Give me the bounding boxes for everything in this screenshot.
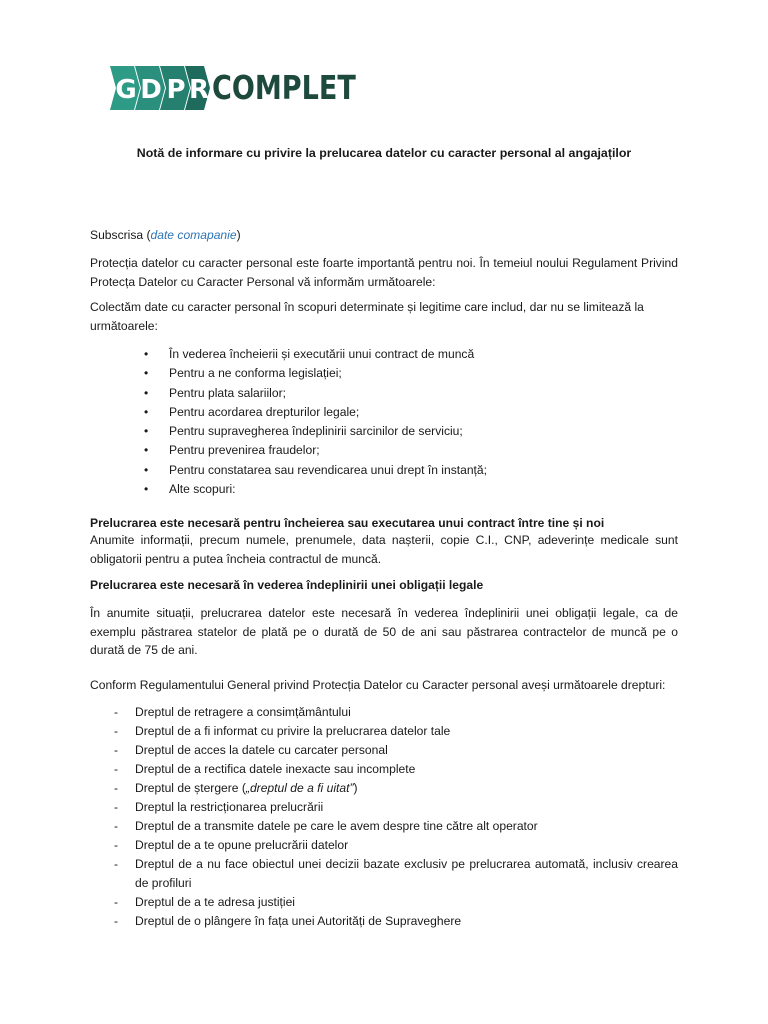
list-item: - Dreptul de a transmite datele pe care le avem despre tine către alt operator bbox=[90, 817, 678, 836]
list-item: - Dreptul de ștergere („dreptul de a fi uitat”) bbox=[90, 779, 678, 798]
gdpr-complet-logo bbox=[110, 66, 387, 110]
list-item: - Dreptul de o plângere în fața unei Autorități de Supraveghere bbox=[90, 912, 678, 931]
subscrisa-suffix: ) bbox=[236, 228, 241, 242]
company-placeholder: date comapanie bbox=[150, 228, 237, 242]
logo-letter: G bbox=[115, 75, 137, 105]
list-item: • Pentru prevenirea fraudelor; bbox=[90, 441, 678, 460]
logo-letter: P bbox=[166, 75, 186, 105]
list-item: - Dreptul de a fi informat cu privire la prelucrarea datelor tale bbox=[90, 722, 678, 741]
list-item: • Alte scopuri: bbox=[90, 480, 678, 499]
list-item: • Pentru constatarea sau revendicarea unui drept în instanță; bbox=[90, 461, 678, 480]
rights-intro: Conform Regulamentului General privind Protecția Datelor cu Caracter personal aveși următoarele drepturi: bbox=[90, 678, 666, 692]
purposes-list bbox=[90, 345, 678, 499]
collect-paragraph: Colectăm date cu caracter personal în scopuri determinate și legitime care includ, dar nu se limitează la următoarele: bbox=[90, 300, 644, 333]
logo-word: COMPLET bbox=[212, 68, 356, 107]
list-item: • În vederea încheierii și executării unui contract de muncă bbox=[90, 345, 678, 364]
document-title: Notă de informare cu privire la prelucarea datelor cu caracter personal al angajaților bbox=[136, 146, 632, 160]
list-item: • Pentru plata salariilor; bbox=[90, 384, 678, 403]
logo-letter: D bbox=[140, 75, 162, 105]
list-item: - Dreptul de a te adresa justiției bbox=[90, 893, 678, 912]
gdpr-chevrons-icon bbox=[110, 66, 210, 110]
list-item: - Dreptul de a rectifica datele inexacte sau incomplete bbox=[90, 760, 678, 779]
subscrisa-line bbox=[90, 226, 678, 245]
legal-text: În anumite situații, prelucrarea datelor este necesară în vederea îndeplinirii unei obligații legale, ca de exemplu păstrarea statelor de plată pe o durată de 50 de ani sau păstrarea contractelor de muncă pe o durată de 75 de ani. bbox=[90, 606, 678, 658]
rights-list bbox=[90, 703, 678, 931]
contract-text: Anumite informații, precum numele, prenumele, data nașterii, copie C.I., CNP, adeverințe medicale sunt obligatorii pentru a putea încheia contractul de muncă. bbox=[90, 533, 678, 566]
list-item: • Pentru supravegherea îndeplinirii sarcinilor de serviciu; bbox=[90, 422, 678, 441]
legal-heading: Prelucrarea este necesară în vederea îndeplinirii unei obligații legale bbox=[90, 578, 484, 592]
list-item: - Dreptul de a nu face obiectul unei decizii bazate exclusiv pe prelucrarea automată, inclusiv crearea de profiluri bbox=[90, 855, 678, 893]
subscrisa-prefix: Subscrisa ( bbox=[90, 228, 151, 242]
list-item: - Dreptul de acces la datele cu carcater personal bbox=[90, 741, 678, 760]
list-item: • Pentru a ne conforma legislației; bbox=[90, 364, 678, 383]
list-item: • Pentru acordarea drepturilor legale; bbox=[90, 403, 678, 422]
list-item: - Dreptul de a te opune prelucrării datelor bbox=[90, 836, 678, 855]
list-item: - Dreptul de retragere a consimțământului bbox=[90, 703, 678, 722]
list-item: - Dreptul la restricționarea prelucrării bbox=[90, 798, 678, 817]
logo-letter: R bbox=[188, 75, 210, 105]
contract-heading: Prelucrarea este necesară pentru încheierea sau executarea unui contract între tine și noi bbox=[90, 516, 605, 530]
intro-paragraph: Protecția datelor cu caracter personal este foarte importantă pentru noi. În temeiul noului Regulament Privind Protecța Datelor cu Caracter Personal vă informăm următoarele: bbox=[90, 256, 678, 289]
